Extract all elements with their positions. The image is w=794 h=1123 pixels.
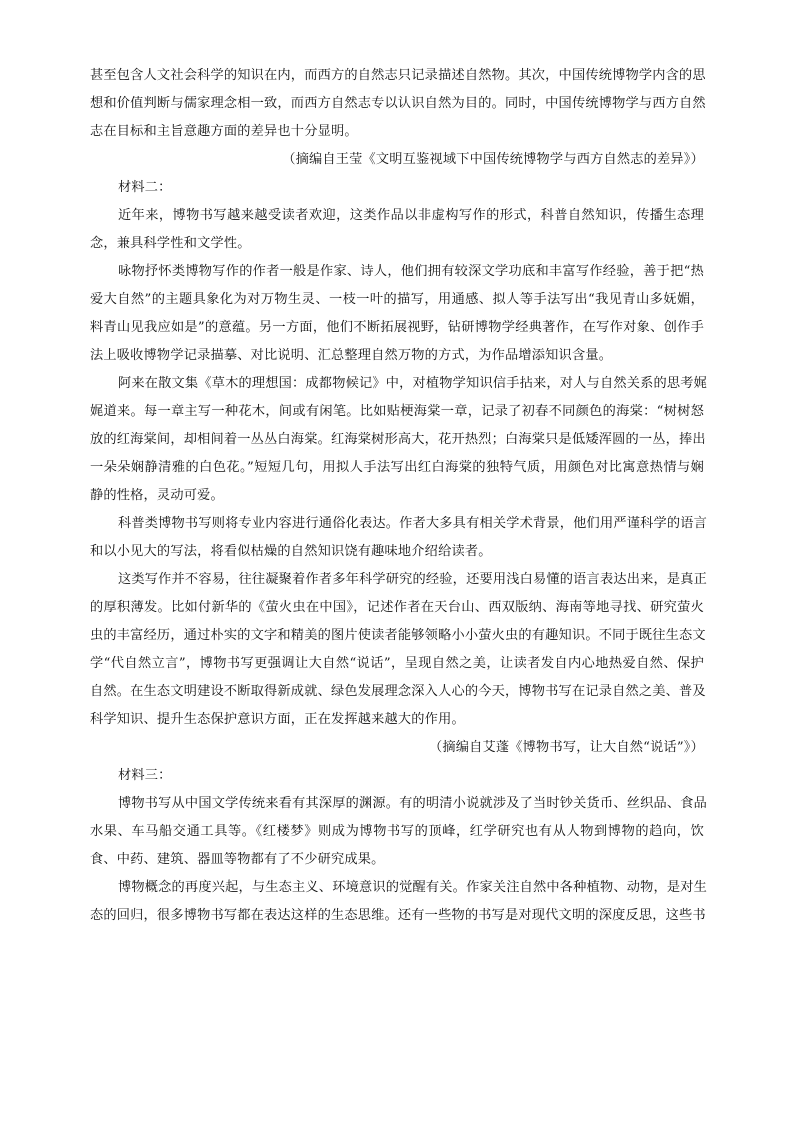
text-line: 料青山见我应如是”的意蕴。另一方面，他们不断拓展视野，钻研博物学经典著作，在写作对象、创作手 [90, 320, 704, 335]
text-line: 念，兼具科学性和文学性。 [90, 236, 251, 251]
text-line: 水果、车马船交通工具等。《红楼梦》则成为博物书写的顶峰，红学研究也有从人物到博物的趋向，饮 [90, 824, 704, 839]
text-line: 静的性格，灵动可爱。 [90, 488, 224, 503]
text-line: 博物书写从中国文学传统来看有其深厚的渊源。有的明清小说就涉及了当时钞关货币、丝织品、食品 [118, 796, 708, 811]
text-line: 爱大自然”的主题具象化为对万物生灵、一枝一叶的描写，用通感、拟人等手法写出“我见青山多妩媚， [90, 292, 704, 307]
text-line: 甚至包含人文社会科学的知识在内，而西方的自然志只记录描述自然物。其次，中国传统博物学内含的思 [90, 68, 706, 83]
text-line: 阿来在散文集《草木的理想国：成都物候记》中，对植物学知识信手拈来，对人与自然关系的思考娓 [118, 376, 708, 391]
text-line: 博物概念的再度兴起，与生态主义、环境意识的觉醒有关。作家关注自然中各种植物、动物，是对生 [118, 880, 708, 895]
text-line: 科普类博物书写则将专业内容进行通俗化表达。作者大多具有相关学术背景，他们用严谨科学的语言 [118, 516, 708, 531]
text-line: 法上吸收博物学记录描摹、对比说明、汇总整理自然万物的方式，为作品增添知识含量。 [90, 348, 613, 363]
text-line: 材料二： [118, 180, 172, 195]
paragraph [90, 510, 708, 566]
paragraph [90, 370, 708, 510]
text-line: 想和价值判断与儒家理念相一致，而西方自然志专以认识自然为目的。同时，中国传统博物学与西方自然 [90, 96, 706, 111]
source-citation [90, 146, 704, 174]
text-line: 近年来，博物书写越来越受读者欢迎，这类作品以非虚构写作的形式，科普自然知识，传播生态理 [118, 208, 704, 223]
section-heading [90, 762, 704, 790]
section-heading [90, 174, 704, 202]
paragraph [90, 62, 704, 146]
text-line: 食、中药、建筑、器皿等物都有了不少研究成果。 [90, 852, 385, 867]
text-line: 虫的丰富经历，通过朴实的文字和精美的图片使读者能够领略小小萤火虫的有趣知识。不同于既往生态文 [90, 628, 706, 643]
text-line: 的厚积薄发。比如付新华的《萤火虫在中国》，记述作者在天台山、西双版纳、海南等地寻找、研究萤火 [90, 600, 704, 615]
document-body [90, 62, 708, 930]
source-citation [90, 734, 704, 762]
text-line: 自然。在生态文明建设不断取得新成就、绿色发展理念深入人心的今天，博物书写在记录自然之美、普及 [90, 684, 706, 699]
text-line: 这类写作并不容易，往往凝聚着作者多年科学研究的经验，还要用浅白易懂的语言表达出来，是真正 [118, 572, 708, 587]
text-line: 学“代自然立言”，博物书写更强调让大自然“说话”，呈现自然之美，让读者发自内心地热爱自然、保护 [90, 656, 704, 671]
text-line: 咏物抒怀类博物写作的作者一般是作家、诗人，他们拥有较深文学功底和丰富写作经验，善于把“热 [118, 264, 704, 279]
text-line: 科学知识、提升生态保护意识方面，正在发挥越来越大的作用。 [90, 712, 465, 727]
paragraph [90, 258, 704, 370]
paragraph [90, 874, 708, 930]
text-line: 一朵朵娴静清雅的白色花。”短短几句，用拟人手法写出红白海棠的独特气质，用颜色对比寓意热情与娴 [90, 460, 704, 475]
text-line: 放的红海棠间，却相间着一丛丛白海棠。红海棠树形高大，花开热烈；白海棠只是低矮浑圆的一丛，捧出 [90, 432, 706, 447]
text-line: （摘编自艾蓬《博物书写，让大自然“说话”》） [428, 740, 704, 755]
text-line: （摘编自王莹《文明互鉴视域下中国传统博物学与西方自然志的差异》） [282, 152, 704, 167]
text-line: 和以小见大的写法，将看似枯燥的自然知识饶有趣味地介绍给读者。 [90, 544, 492, 559]
paragraph [90, 566, 708, 734]
text-line: 娓道来。每一章主写一种花木，间或有闲笔。比如贴梗海棠一章，记录了初春不同颜色的海棠：“树树怒 [90, 404, 704, 419]
text-line: 材料三： [118, 768, 172, 783]
text-line: 态的回归，很多博物书写都在表达这样的生态思维。还有一些物的书写是对现代文明的深度反思，这些书 [90, 908, 706, 923]
text-line: 志在目标和主旨意趣方面的差异也十分显明。 [90, 124, 358, 139]
paragraph [90, 202, 704, 258]
paragraph [90, 790, 708, 874]
